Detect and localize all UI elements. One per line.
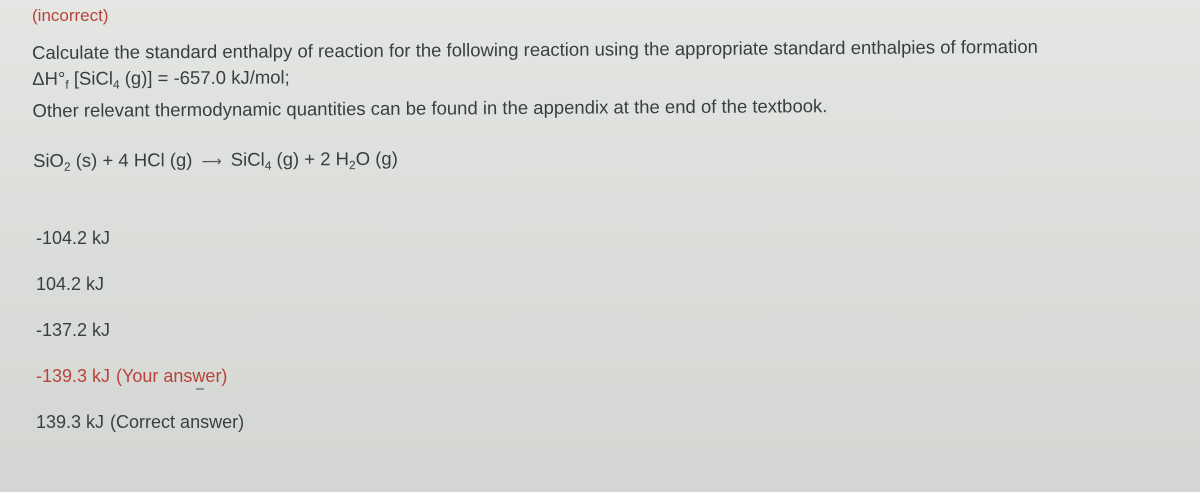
question-text xyxy=(32,33,1182,124)
answer-option-4-value: -139.3 kJ xyxy=(36,366,111,386)
answer-option-1-value: -104.2 kJ xyxy=(36,228,111,248)
question-line-3: Other relevant thermodynamic quantities can be found in the appendix at the end of the textbook. xyxy=(32,95,828,121)
your-answer-tag: (Your answer) xyxy=(116,366,228,386)
product-2-state: O (g) xyxy=(355,147,398,170)
text-cursor-icon xyxy=(196,388,204,390)
answer-option-3[interactable] xyxy=(36,320,244,366)
reactant-1: SiO xyxy=(33,149,64,171)
question-line-1: Calculate the standard enthalpy of reaction for the following reaction using the appropriate standard enthalpies of formation xyxy=(32,35,1038,63)
answer-option-1[interactable] xyxy=(36,228,244,274)
answer-option-2-value: 104.2 kJ xyxy=(36,274,105,294)
formation-subscript: f xyxy=(65,77,69,92)
enthalpy-value: (g)] = -657.0 kJ/mol; xyxy=(119,66,290,89)
product-1: SiCl xyxy=(230,148,265,170)
correct-answer-tag: (Correct answer) xyxy=(110,412,245,432)
product-1-subscript: 4 xyxy=(264,158,272,173)
product-2-subscript: 2 xyxy=(348,158,356,173)
delta-h-symbol: ΔH° xyxy=(32,67,66,89)
answer-option-2[interactable] xyxy=(36,274,244,320)
species-subscript: 4 xyxy=(112,77,120,92)
result-status: (incorrect) xyxy=(32,6,109,25)
product-states: (g) + 2 H xyxy=(271,148,350,170)
reaction-arrow-icon: ⟶ xyxy=(201,152,222,169)
answer-options xyxy=(36,228,244,458)
answer-option-4-your-answer[interactable] xyxy=(36,366,244,412)
answer-option-5-value: 139.3 kJ xyxy=(36,412,105,432)
reactant-1-subscript: 2 xyxy=(63,159,71,174)
reaction-equation xyxy=(33,148,398,174)
reactant-states: (s) + 4 HCl (g) xyxy=(70,149,193,171)
answer-option-3-value: -137.2 kJ xyxy=(36,320,111,340)
answer-option-5-correct-answer[interactable] xyxy=(36,412,244,458)
species-label: [SiCl xyxy=(68,67,113,89)
